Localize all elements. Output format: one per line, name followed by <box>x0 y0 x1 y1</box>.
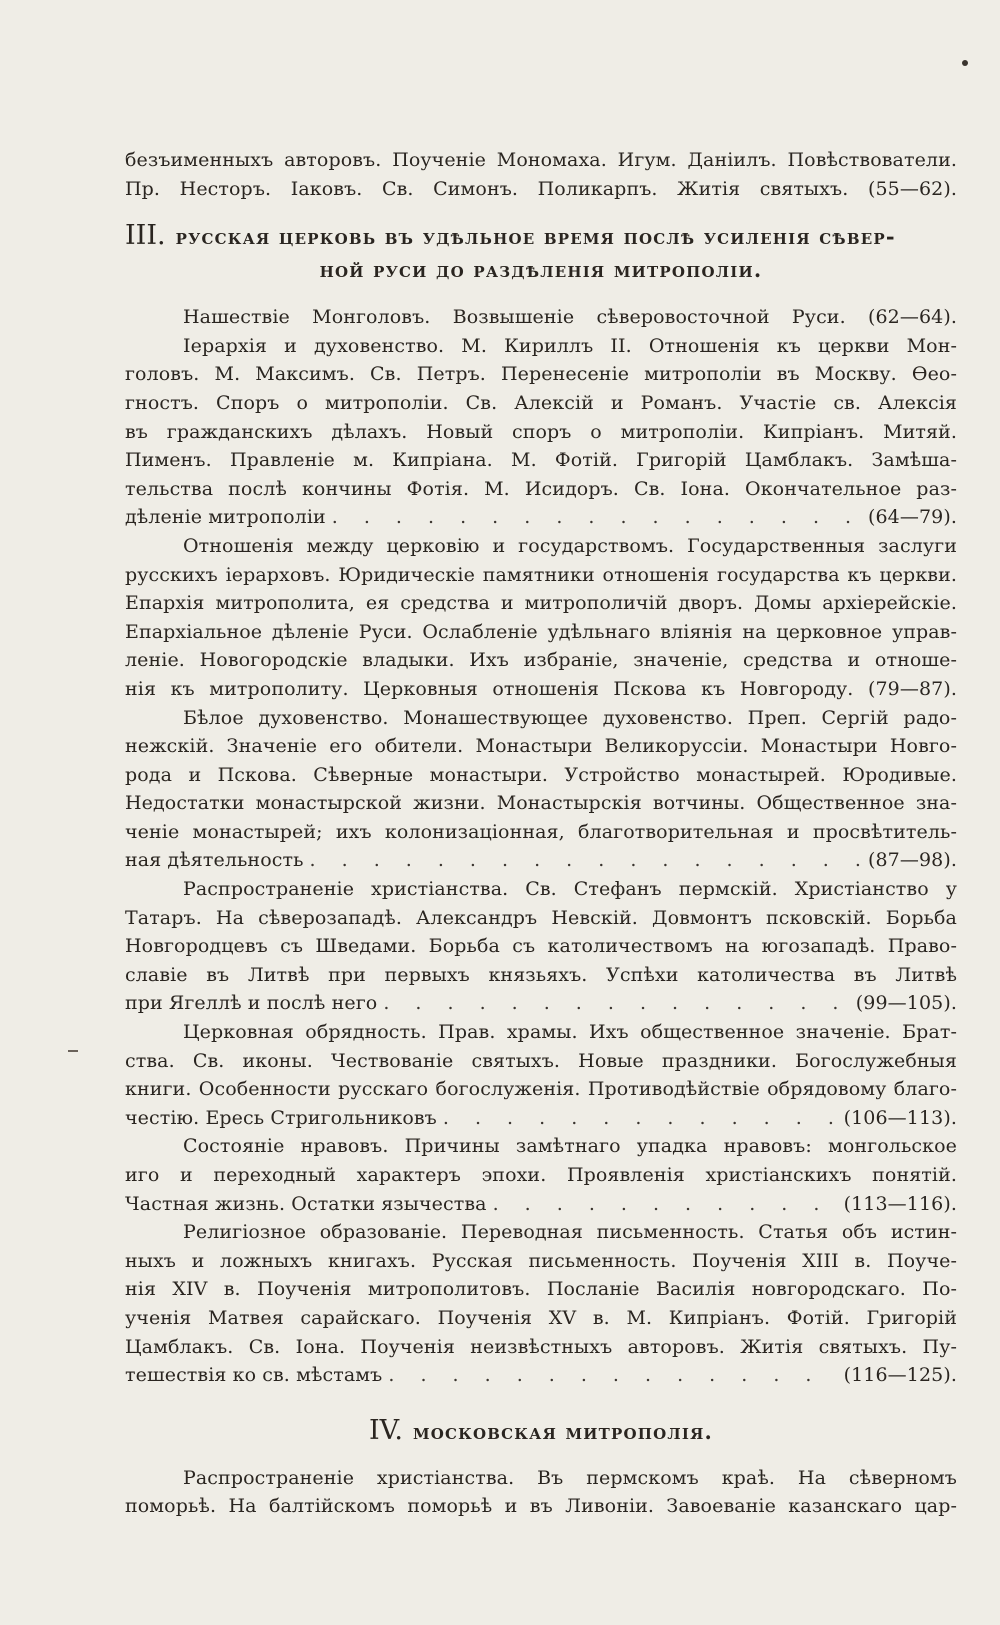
section-3-numeral: III. <box>125 220 166 252</box>
ink-speck <box>962 60 968 66</box>
page-content <box>125 146 957 1521</box>
section-4-heading <box>125 1414 957 1448</box>
text-line: Татаръ. На сѣверозападѣ. Александръ Невскій. Довмонтъ псковскій. Борьба <box>125 906 957 929</box>
text-line: гностъ. Споръ о митрополіи. Св. Алексій и Романъ. Участіе св. Алексія <box>125 391 957 414</box>
page-range: (116—125). <box>843 1364 957 1387</box>
dot-leader <box>310 846 862 875</box>
toc-paragraph <box>125 1218 957 1390</box>
dot-leader <box>443 1104 838 1133</box>
section-3-heading <box>125 219 957 287</box>
text-line: иго и переходный характеръ эпохи. Проявленія христіанскихъ понятій. <box>125 1164 957 1186</box>
toc-paragraph <box>125 704 957 876</box>
text-line-with-pages <box>125 503 957 532</box>
toc-paragraph <box>125 1018 957 1132</box>
text-line-with-pages <box>125 989 957 1018</box>
dot-leader <box>332 503 862 532</box>
section-3-title-line: ной руси до раздѣленія митрополіи. <box>319 257 763 283</box>
paragraph-bottom <box>125 1464 957 1521</box>
text-line-with-pages <box>125 1361 957 1390</box>
text-line: Состояніе нравовъ. Причины замѣтнаго упадка нравовъ: монгольское <box>183 1135 957 1158</box>
section-4-numeral: IV. <box>368 1414 403 1446</box>
toc-paragraph <box>125 303 957 332</box>
text-line: безъименныхъ авторовъ. Поученіе Мономаха. Игум. Даніилъ. Повѣствователи. <box>125 149 957 171</box>
text-line: Новгородцевъ съ Шведами. Борьба съ католичествомъ на югозападѣ. Право- <box>125 935 957 958</box>
text-line: славіе въ Литвѣ при первыхъ князьяхъ. Успѣхи католичества въ Литвѣ <box>125 963 957 986</box>
text-line-with-pages <box>125 1104 957 1133</box>
text-line: Отношенія между церковію и государствомъ. Государственныя заслуги <box>183 534 957 557</box>
text-line: леніе. Новогородскіе владыки. Ихъ избраніе, значеніе, средства и отноше- <box>125 649 957 672</box>
section-3-title-line: русская церковь въ удѣльное время послѣ усиленія сѣвер- <box>175 224 896 250</box>
text-line: Пименъ. Правленіе м. Кипріана. М. Фотій. Григорій Цамблакъ. Замѣша- <box>125 449 957 472</box>
text-line: книги. Особенности русскаго богослуженія. Противодѣйствіе обрядовому благо- <box>125 1078 957 1101</box>
text-line-end: дѣленіе митрополіи <box>125 506 326 529</box>
dot-leader <box>493 1190 838 1219</box>
text-line: Нашествіе Монголовъ. Возвышеніе сѣверовосточной Руси. (62—64). <box>183 306 957 329</box>
text-line: Религіозное образованіе. Переводная письменность. Статья объ истин- <box>183 1221 957 1244</box>
text-line: ченіе монастырей; ихъ колонизаціонная, благотворительная и просвѣтитель- <box>125 820 957 843</box>
toc-paragraph <box>125 532 957 704</box>
text-line-end: честію. Ересь Стригольниковъ <box>125 1106 437 1129</box>
text-line: Епархіальное дѣленіе Руси. Ослабленіе удѣльнаго вліянія на церковное управ- <box>125 620 957 643</box>
text-line: тельства послѣ кончины Фотія. М. Исидоръ. Св. Іона. Окончательное раз- <box>125 477 957 500</box>
page-range: (106—113). <box>843 1106 957 1129</box>
text-line: въ гражданскихъ дѣлахъ. Новый споръ о митрополіи. Кипріанъ. Митяй. <box>125 420 957 443</box>
text-line: Распространеніе христіанства. Въ пермскомъ краѣ. На сѣверномъ <box>183 1466 957 1489</box>
text-line: Цамблакъ. Св. Іона. Поученія неизвѣстныхъ авторовъ. Житія святыхъ. Пу- <box>125 1335 957 1358</box>
page-range: (99—105). <box>855 992 957 1015</box>
page-range: (87—98). <box>867 849 957 872</box>
text-line: Пр. Несторъ. Іаковъ. Св. Симонъ. Поликарпъ. Житія святыхъ. (55—62). <box>125 177 957 200</box>
page-range: (64—79). <box>867 506 957 529</box>
text-line: нія XIV в. Поученія митрополитовъ. Посланіе Василія новгородскаго. По- <box>125 1278 957 1301</box>
paragraph-top <box>125 146 957 203</box>
text-line: головъ. М. Максимъ. Св. Петръ. Перенесеніе митрополіи въ Москву. Өео- <box>125 363 957 386</box>
text-line-with-pages <box>125 846 957 875</box>
toc-paragraph <box>125 1132 957 1218</box>
text-line: нія къ митрополиту. Церковныя отношенія Пскова къ Новгороду. (79—87). <box>125 677 957 700</box>
text-line: рода и Пскова. Сѣверные монастыри. Устройство монастырей. Юродивые. <box>125 763 957 786</box>
text-line: русскихъ іерарховъ. Юридическіе памятники отношенія государства къ церкви. <box>125 563 957 586</box>
text-line: нежскій. Значеніе его обители. Монастыри Великоруссіи. Монастыри Новго- <box>125 735 957 758</box>
dot-leader <box>383 989 849 1018</box>
dot-leader <box>388 1361 837 1390</box>
text-line: Епархія митрополита, ея средства и митрополичій дворъ. Домы архіерейскіе. <box>125 592 957 615</box>
margin-mark <box>68 1050 78 1052</box>
text-line: ныхъ и ложныхъ книгахъ. Русская письменность. Поученія XIII в. Поуче- <box>125 1249 957 1272</box>
text-line: Бѣлое духовенство. Монашествующее духовенство. Преп. Сергій радо- <box>183 706 957 729</box>
text-line-with-pages <box>125 1190 957 1219</box>
toc-paragraph <box>125 875 957 1018</box>
table-of-contents-paragraphs <box>125 303 957 1390</box>
text-line: Распространеніе христіанства. Св. Стефанъ пермскій. Христіанство у <box>183 878 957 901</box>
text-line-end: тешествія ко св. мѣстамъ <box>125 1364 383 1387</box>
section-4-title: московская митрополія. <box>412 1418 714 1444</box>
toc-paragraph <box>125 332 957 532</box>
text-line: ства. Св. иконы. Чествованіе святыхъ. Новые праздники. Богослужебныя <box>125 1049 957 1072</box>
text-line: Церковная обрядность. Прав. храмы. Ихъ общественное значеніе. Брат- <box>183 1021 957 1044</box>
text-line-end: ная дѣятельность <box>125 849 304 872</box>
page-range: (113—116). <box>843 1192 957 1215</box>
text-line-end: Частная жизнь. Остатки язычества <box>125 1192 487 1215</box>
text-line-end: при Ягеллѣ и послѣ него <box>125 992 378 1015</box>
text-line: ученія Матвея сарайскаго. Поученія XV в. М. Кипріанъ. Фотій. Григорій <box>125 1306 957 1329</box>
text-line: Іерархія и духовенство. М. Кириллъ II. Отношенія къ церкви Мон- <box>183 334 957 357</box>
text-line: поморьѣ. На балтійскомъ поморьѣ и въ Ливоніи. Завоеваніе казанскаго цар- <box>125 1495 957 1518</box>
text-line: Недостатки монастырской жизни. Монастырскія вотчины. Общественное зна- <box>125 792 957 815</box>
